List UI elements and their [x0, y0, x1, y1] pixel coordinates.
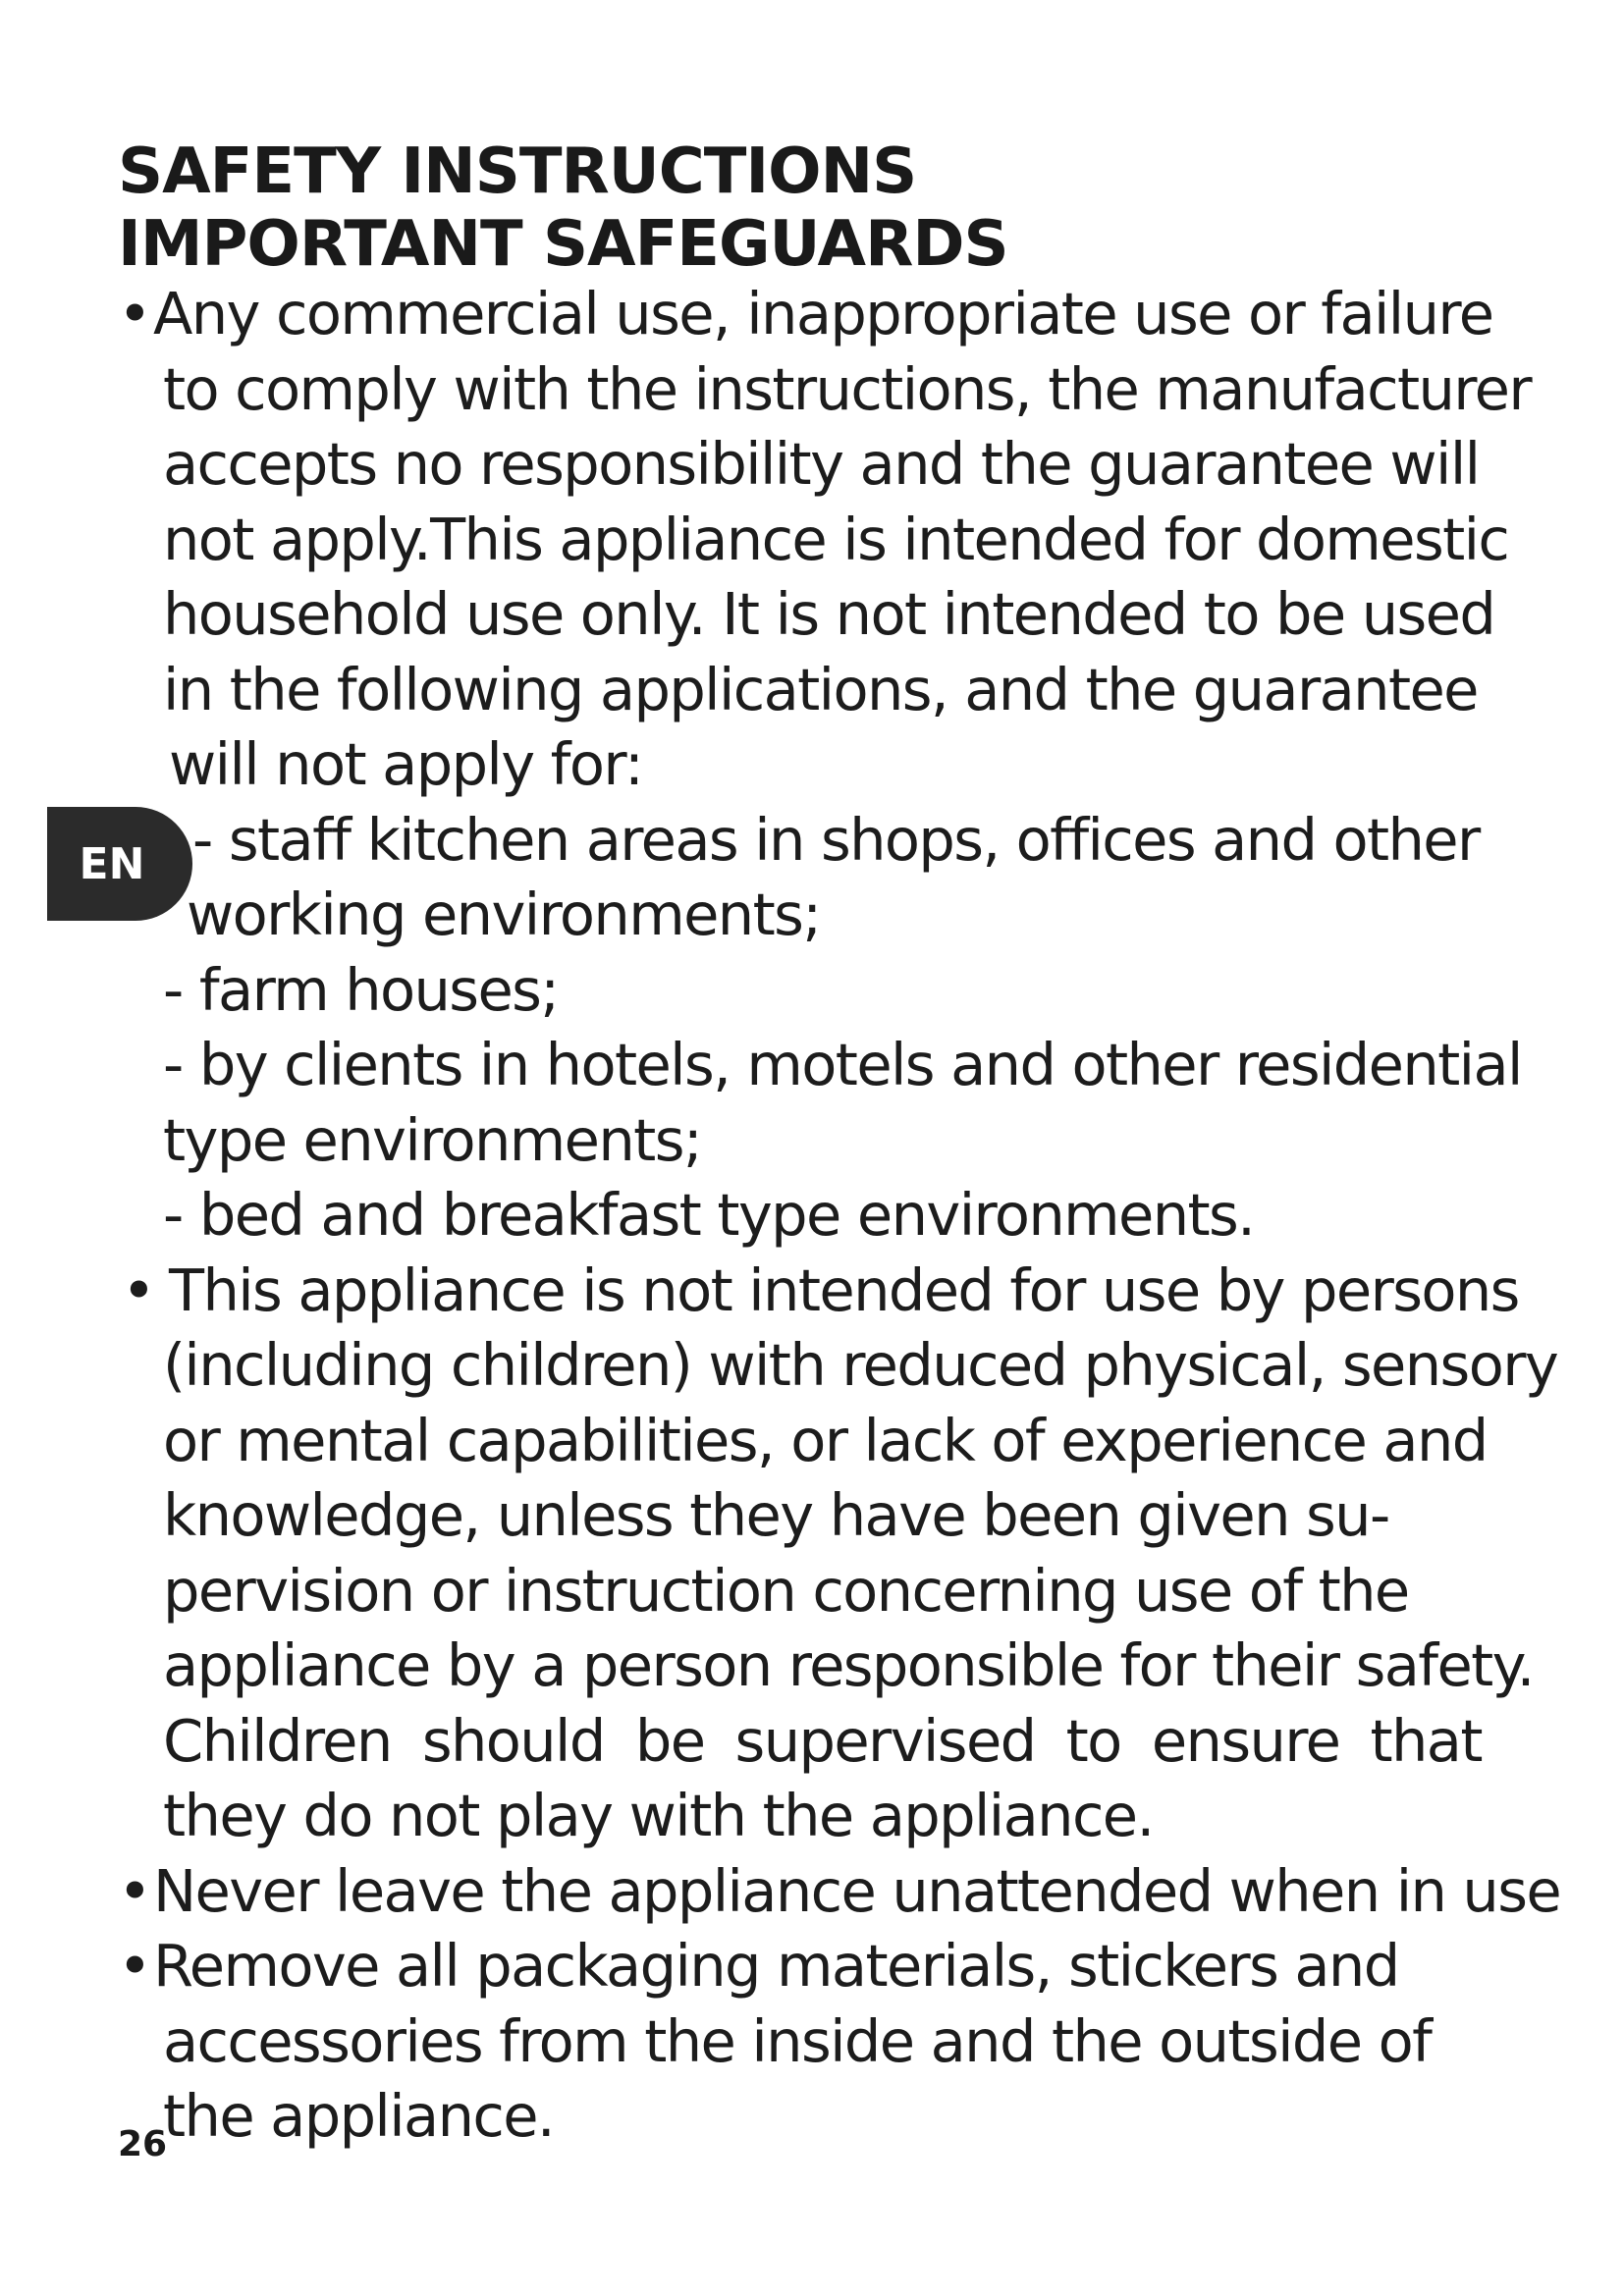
- bullet-1-line-4: not apply.This appliance is intended for domestic: [163, 505, 1509, 573]
- bullet-2-line-3: or mental capabilities, or lack of experience and: [163, 1406, 1488, 1474]
- bullet-1-line-7: will not apply for:: [169, 730, 643, 798]
- heading-safety-instructions: SAFETY INSTRUCTIONS: [118, 135, 917, 208]
- page-heading: [118, 135, 1008, 281]
- text-line: [118, 577, 1591, 653]
- bullet-1-line-6: in the following applications, and the guarantee: [163, 655, 1478, 723]
- bullet-mark: •: [118, 1932, 151, 2000]
- bullet-1-line-3: accepts no responsibility and the guarantee will: [163, 430, 1480, 498]
- bullet-4-line-3: the appliance.: [163, 2082, 555, 2150]
- bullet-mark: •: [118, 280, 151, 347]
- bullet-2-line-2: (including children) with reduced physical, sensory: [163, 1331, 1558, 1399]
- bullet-2-line-4: knowledge, unless they have been given su-: [163, 1481, 1389, 1549]
- bullet-1-line-5: household use only. It is not intended to be used: [163, 580, 1495, 648]
- text-line: [118, 878, 1591, 953]
- text-line: [118, 1478, 1591, 1554]
- bullet-2-line-5: pervision or instruction concerning use of the: [163, 1556, 1409, 1625]
- bullet-2-line-1: This appliance is not intended for use by persons: [169, 1255, 1519, 1324]
- text-line: [118, 1929, 1591, 2004]
- list-item-hotels-cont: type environments;: [163, 1105, 702, 1174]
- text-line: [118, 1629, 1591, 1704]
- text-line: [118, 2079, 1591, 2155]
- bullet-mark: •: [122, 1255, 155, 1324]
- text-line: [118, 1178, 1591, 1254]
- text-line: [118, 1028, 1591, 1103]
- text-line: [118, 803, 1591, 879]
- text-line: [118, 1328, 1591, 1404]
- list-item-bed-and-breakfast: - bed and breakfast type environments.: [163, 1181, 1255, 1249]
- bullet-2-line-8: they do not play with the appliance.: [163, 1782, 1154, 1849]
- text-line: [118, 1254, 1591, 1329]
- text-line: [118, 427, 1591, 503]
- bullet-2-line-6: appliance by a person responsible for their safety.: [163, 1631, 1534, 1699]
- text-line: [118, 1704, 1591, 1780]
- language-tab-label: EN: [79, 838, 145, 889]
- bullet-mark: •: [118, 1856, 151, 1925]
- text-line: [118, 1854, 1591, 1930]
- text-line: [118, 1554, 1591, 1629]
- bullet-1-line-2: to comply with the instructions, the manufacturer: [163, 354, 1532, 423]
- bullet-2-line-7: Children should be supervised to ensure that: [163, 1706, 1482, 1775]
- list-item-hotels: - by clients in hotels, motels and other residential: [163, 1031, 1522, 1098]
- text-line: [118, 503, 1591, 578]
- heading-important-safeguards: IMPORTANT SAFEGUARDS: [118, 208, 1008, 281]
- text-line: [118, 1103, 1591, 1179]
- list-item-staff-kitchen-cont: working environments;: [187, 881, 821, 948]
- bullet-1-line-1: Any commercial use, inappropriate use or failure: [153, 280, 1493, 347]
- safety-instructions-body: [118, 277, 1591, 2155]
- page-number: 26: [118, 2124, 168, 2164]
- text-line: [118, 953, 1591, 1029]
- text-line: [118, 727, 1591, 803]
- bullet-4-line-2: accessories from the inside and the outside of: [163, 2006, 1432, 2075]
- text-line: [118, 1404, 1591, 1479]
- bullet-3-line-1: Never leave the appliance unattended when in use: [153, 1856, 1561, 1925]
- list-item-farm-houses: - farm houses;: [163, 955, 559, 1024]
- bullet-4-line-1: Remove all packaging materials, stickers and: [153, 1932, 1399, 2000]
- text-line: [118, 352, 1591, 428]
- list-item-staff-kitchen: - staff kitchen areas in shops, offices and other: [192, 805, 1480, 874]
- text-line: [118, 2004, 1591, 2080]
- text-line: [118, 277, 1591, 352]
- text-line: [118, 653, 1591, 728]
- text-line: [118, 1779, 1591, 1854]
